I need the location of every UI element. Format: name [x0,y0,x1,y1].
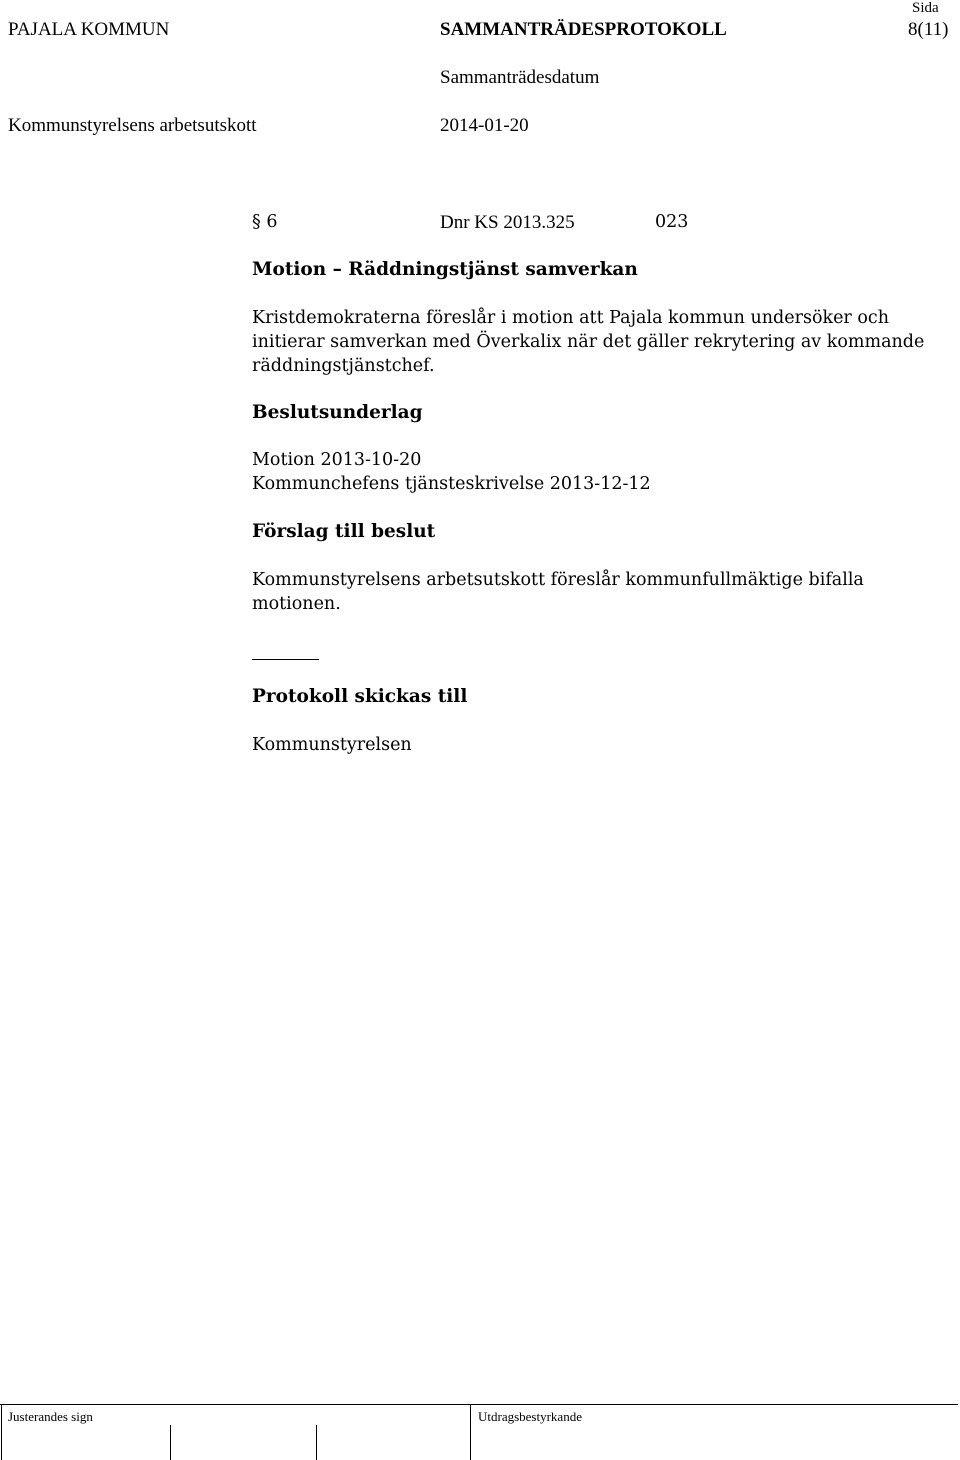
item-intro: Kristdemokraterna föreslår i motion att Pajala kommun undersöker och initierar samverkan med Överkalix när det gäller rekrytering av kommande räddningstjänstchef. [252,308,925,376]
signature-box-divider [170,1425,171,1460]
forslag-text: Kommunstyrelsens arbetsutskott föreslår kommunfullmäktige bifalla motionen. [252,570,864,614]
footer-rule [0,1404,958,1405]
signature-box-divider [316,1425,317,1460]
protokoll-recipient: Kommunstyrelsen [252,735,412,755]
beslutsunderlag-item: Kommunchefens tjänsteskrivelse 2013-12-12 [252,474,651,494]
dnr-number: Dnr KS 2013.325 [440,212,575,233]
dnr-code: 023 [655,212,689,232]
body-name: Kommunstyrelsens arbetsutskott [8,115,257,136]
separator-rule [252,659,319,660]
page-label: Sida [912,0,939,16]
signature-box-border [1,1405,2,1460]
meeting-date: 2014-01-20 [440,115,529,136]
protokoll-heading: Protokoll skickas till [252,686,468,707]
signature-box-divider [470,1405,471,1460]
meeting-date-label: Sammanträdesdatum [440,67,600,88]
beslutsunderlag-item: Motion 2013-10-20 [252,450,422,470]
paragraph-number: § 6 [252,212,278,232]
item-title: Motion – Räddningstjänst samverkan [252,259,638,280]
utdragsbestyrkande-label: Utdragsbestyrkande [478,1409,582,1424]
justerandes-sign-label: Justerandes sign [8,1409,93,1424]
beslutsunderlag-heading: Beslutsunderlag [252,402,423,423]
org-name: PAJALA KOMMUN [8,19,170,40]
page-number: 8(11) [908,19,949,40]
forslag-heading: Förslag till beslut [252,521,436,542]
document-type: SAMMANTRÄDESPROTOKOLL [440,19,727,40]
